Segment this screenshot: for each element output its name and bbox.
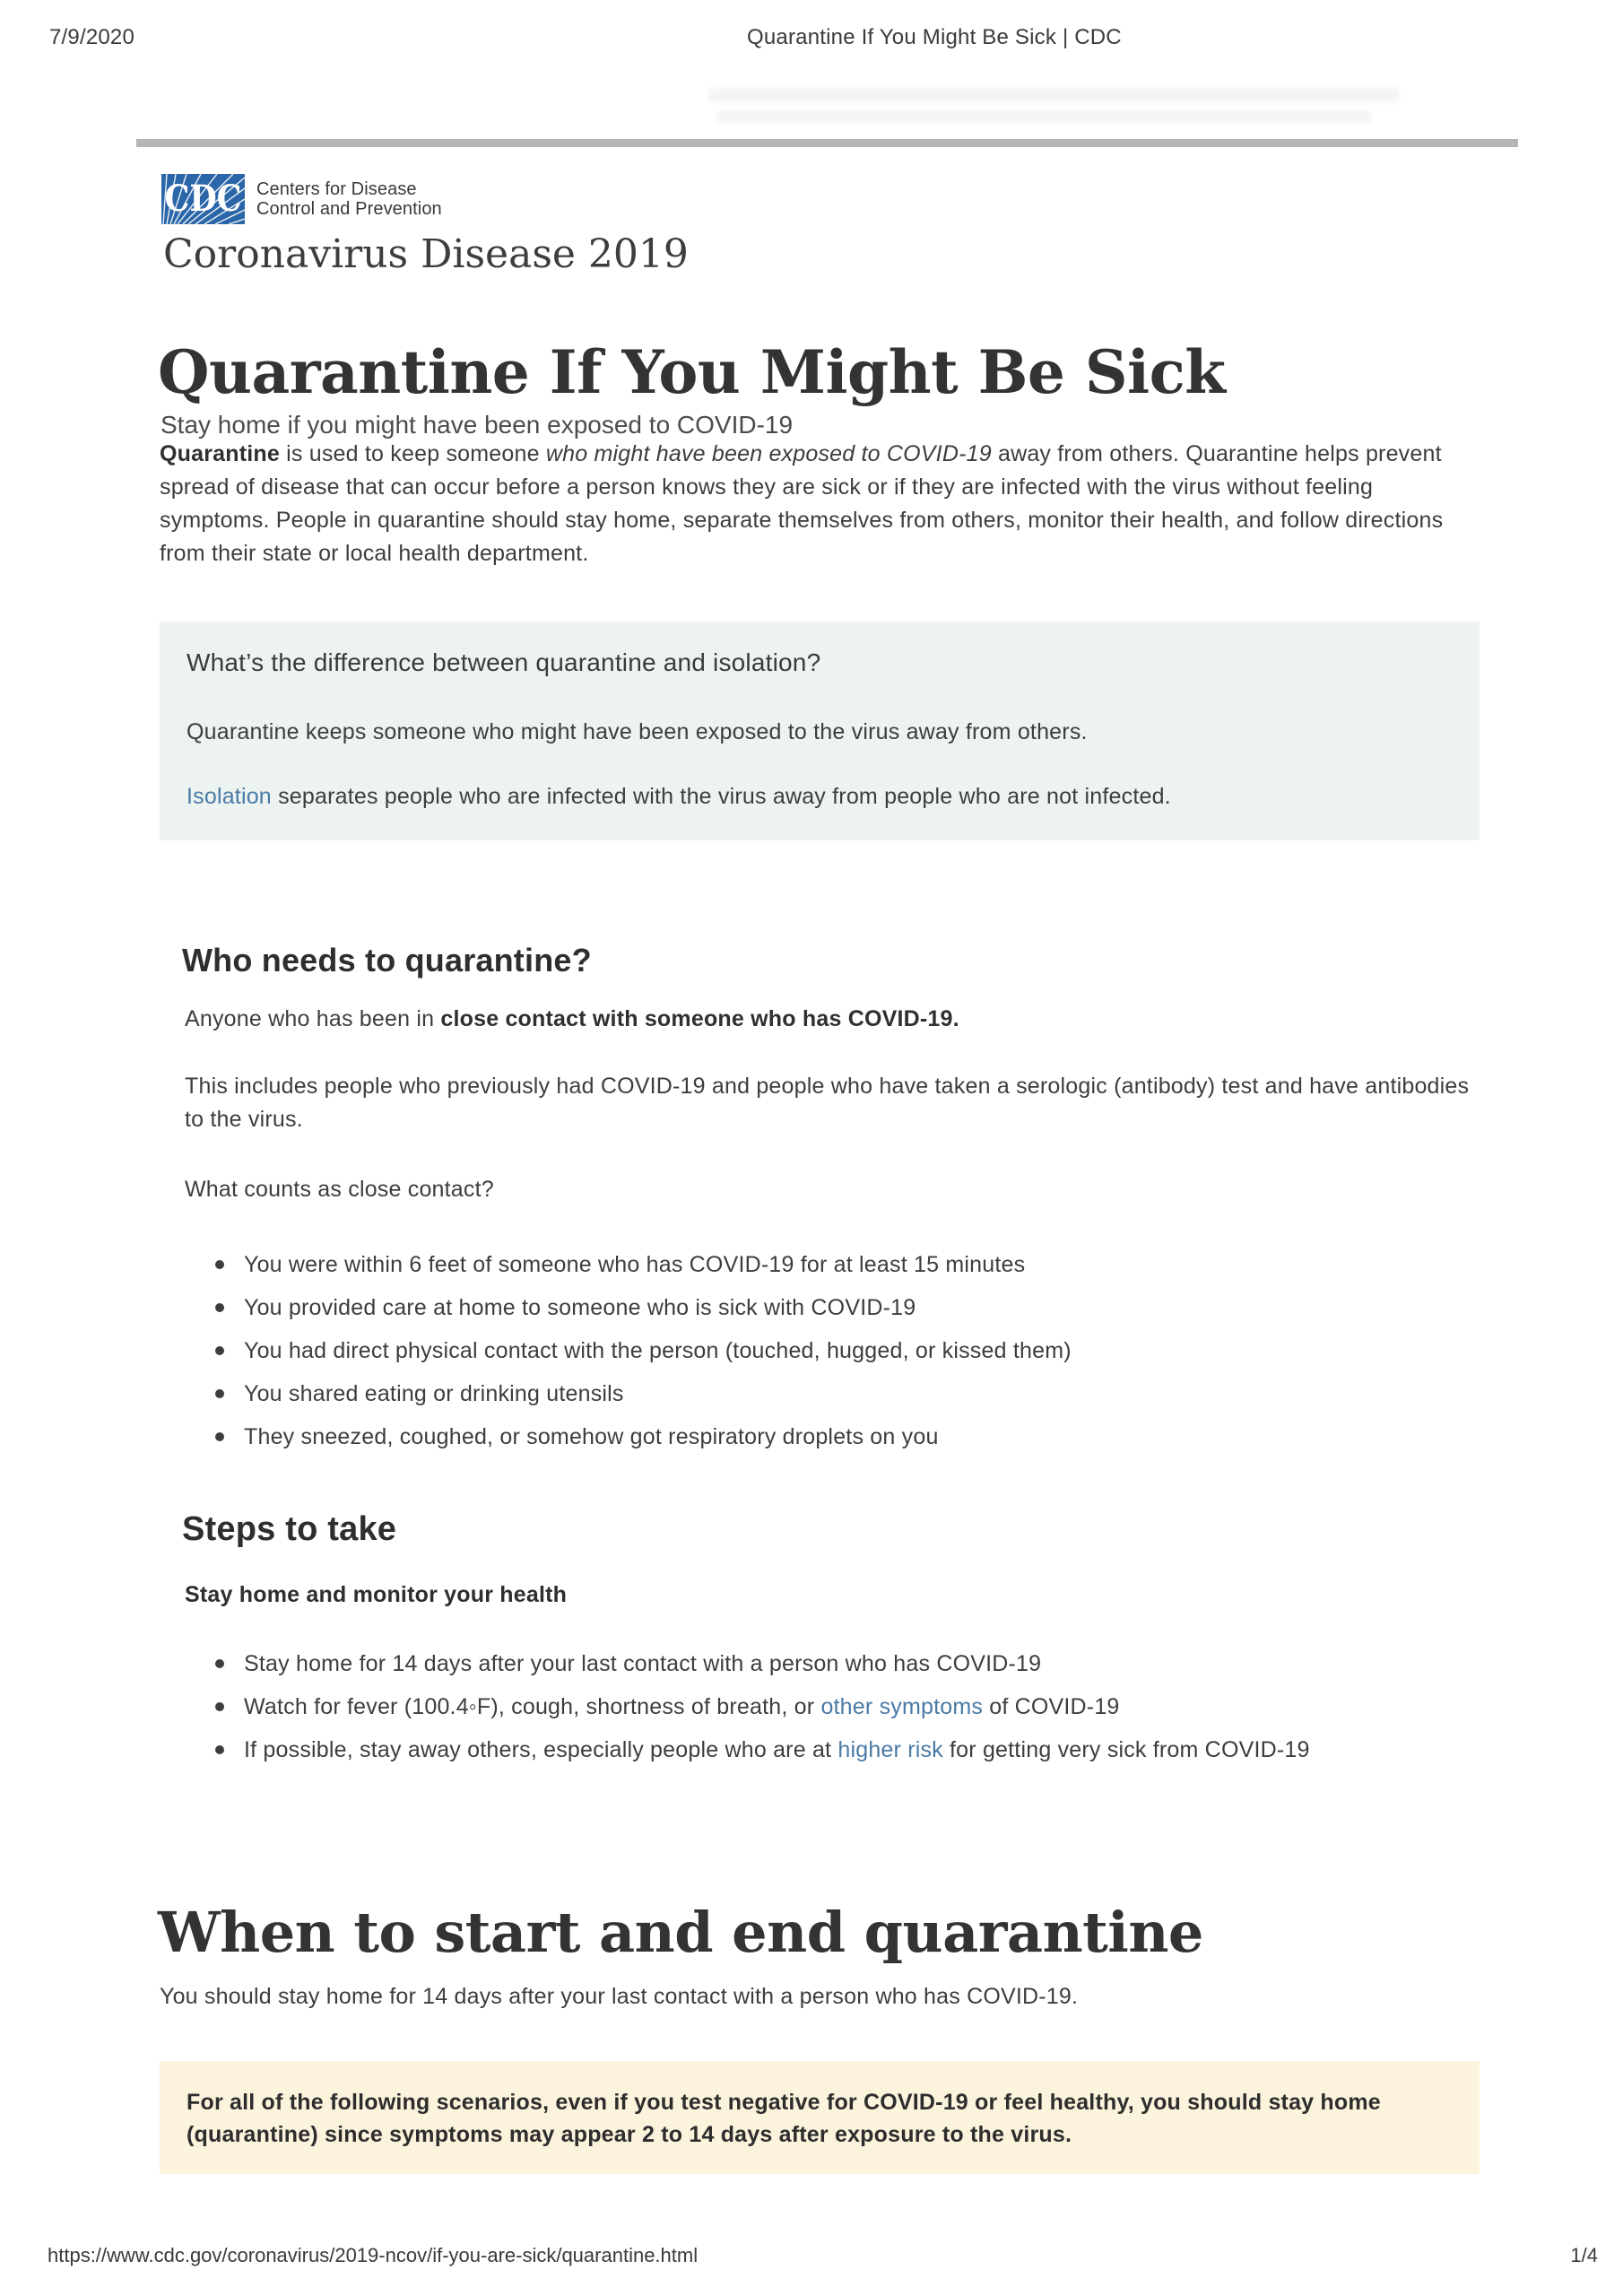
list-item: You were within 6 feet of someone who has COVID-19 for at least 15 minutes	[213, 1249, 1460, 1280]
list-item	[213, 1648, 1469, 1679]
list-item: You had direct physical contact with the person (touched, hugged, or kissed them)	[213, 1335, 1460, 1366]
print-footer-url: https://www.cdc.gov/coronavirus/2019-ncov/if-you-are-sick/quarantine.html	[48, 2244, 699, 2266]
print-footer-page-number: 1/4	[1570, 2244, 1598, 2266]
when-paragraph: You should stay home for 14 days after your last contact with a person who has COVID-19.	[160, 1984, 1079, 2009]
list-item: You provided care at home to someone who is sick with COVID-19	[213, 1292, 1460, 1323]
list-item	[213, 1735, 1469, 1765]
steps-subheading: Stay home and monitor your health	[185, 1582, 568, 1607]
list-item: You shared eating or drinking utensils	[213, 1378, 1460, 1409]
difference-line2	[187, 783, 1453, 810]
steps-heading: Steps to take	[182, 1510, 397, 1548]
who-anyone-bold: close contact with someone who has COVID-19.	[440, 1006, 959, 1031]
cdc-logo	[161, 174, 245, 224]
org-name-line2: Control and Prevention	[256, 199, 442, 219]
intro-paragraph	[160, 438, 1478, 570]
difference-line2-rest: separates people who are infected with the virus away from people who are not infected.	[271, 784, 1171, 809]
difference-callout	[160, 622, 1480, 840]
ghost-artifact	[717, 110, 1372, 123]
difference-heading: What’s the difference between quarantine and isolation?	[187, 648, 821, 676]
who-what-counts: What counts as close contact?	[185, 1177, 494, 1202]
close-contact-list	[213, 1249, 1460, 1465]
who-anyone-pre: Anyone who has been in	[185, 1006, 441, 1031]
who-anyone-paragraph	[185, 1003, 1480, 1036]
step-text: Stay home for 14 days after your last contact with a person who has COVID-19	[244, 1651, 1042, 1676]
other-symptoms-link[interactable]: other symptoms	[820, 1694, 984, 1719]
list-item: They sneezed, coughed, or somehow got respiratory droplets on you	[213, 1422, 1460, 1452]
print-header-title: Quarantine If You Might Be Sick | CDC	[747, 25, 1122, 49]
site-title: Coronavirus Disease 2019	[163, 231, 689, 277]
ghost-artifact	[708, 88, 1399, 102]
org-name-line1: Centers for Disease	[256, 179, 417, 199]
step-text-pre: Watch for fever (100.4◦F), cough, shortness of breath, or	[244, 1694, 821, 1719]
page-title: Quarantine If You Might Be Sick	[158, 337, 1226, 407]
difference-line1: Quarantine keeps someone who might have been exposed to the virus away from others.	[187, 719, 1088, 744]
intro-italic: who might have been exposed to COVID-19	[545, 441, 992, 466]
isolation-link[interactable]: Isolation	[187, 784, 272, 809]
top-divider-bar	[136, 139, 1518, 147]
step-text-post: for getting very sick from COVID-19	[942, 1737, 1310, 1762]
intro-lead-bold: Quarantine	[160, 441, 280, 466]
step-text-pre: If possible, stay away others, especially people who are at	[244, 1737, 838, 1762]
when-heading: When to start and end quarantine	[158, 1900, 1203, 1965]
org-name	[256, 179, 442, 219]
intro-seg1: is used to keep someone	[279, 441, 546, 466]
step-text-post: of COVID-19	[983, 1694, 1120, 1719]
scenario-callout-text: For all of the following scenarios, even if you test negative for COVID-19 or feel healthy, you should stay home (quarantine) since symptoms may appear 2 to 14 days after exposure to the virus.	[187, 2090, 1381, 2147]
print-header-date: 7/9/2020	[49, 25, 135, 49]
intro-seg2: away from others. Quarantine helps prevent spread of disease that can occur before a person knows they are sick or if they are infected with the virus without feeling symptoms. People in quarantine should stay home, separate themselves from others, monitor their health, and follow directions from their state or local health department.	[160, 441, 1444, 566]
who-heading: Who needs to quarantine?	[182, 942, 592, 978]
list-item	[213, 1692, 1469, 1722]
cdc-logo-icon	[161, 174, 245, 224]
page-subtitle: Stay home if you might have been exposed to COVID-19	[161, 411, 794, 439]
who-includes-paragraph: This includes people who previously had COVID-19 and people who have taken a serologic (antibody) test and have antibodies to the virus.	[185, 1074, 1470, 1132]
higher-risk-link[interactable]: higher risk	[838, 1737, 943, 1762]
svg-text:CDC: CDC	[164, 178, 242, 220]
steps-list	[213, 1648, 1469, 1778]
scenario-callout	[160, 2061, 1480, 2174]
